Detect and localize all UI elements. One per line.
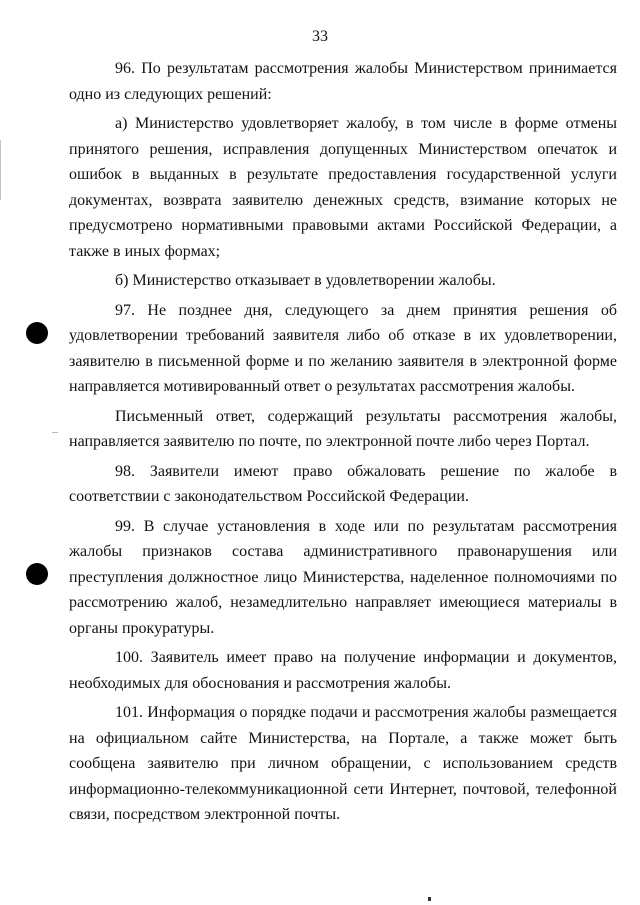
paragraph-98: 98. Заявители имеют право обжаловать решение по жалобе в соответствии с законодательством Российской Федерации.: [69, 462, 617, 505]
paragraph-96-b: б) Министерство отказывает в удовлетворении жалобы.: [115, 272, 496, 289]
scan-artifact: [0, 140, 1, 200]
paragraph-97: 97. Не позднее дня, следующего за днем принятия решения об удовлетворении требований заявителя либо об отказе в их удовлетворении, заявителю в письменной форме и по желанию заявителя в электронной форме направляется мотивированный ответ о результатах рассмотрения жалобы.: [69, 301, 617, 395]
scan-artifact: [52, 432, 58, 433]
paragraph-97-written-answer: Письменный ответ, содержащий результаты рассмотрения жалобы, направляется заявителю по почте, по электронной почте либо через Портал.: [69, 407, 617, 450]
paragraph-99: 99. В случае установления в ходе или по результатам рассмотрения жалобы признаков состава административного правонарушения или преступления должностное лицо Министерства, наделенное полномочиями по рассмотрению жалоб, незамедлительно направляет имеющиеся материалы в органы прокуратуры.: [69, 517, 617, 637]
paragraph-96: 96. По результатам рассмотрения жалобы Министерством принимается одно из следующих решений:: [69, 60, 617, 103]
page-number: 33: [312, 28, 328, 45]
paragraph-96-a: а) Министерство удовлетворяет жалобу, в том числе в форме отмены принятого решения, исправления допущенных Министерством опечаток и ошибок в выданных в результате предоставления государственной услуги документах, возврата заявителю денежных средств, взимание которых не предусмотрено нормативными правовыми актами Российской Федерации, а также в иных формах;: [69, 115, 617, 260]
hole-punch-mark: [26, 322, 48, 344]
paragraph-101: 101. Информация о порядке подачи и рассмотрения жалобы размещается на официальном сайте Министерства, на Портале, а также может быть сообщена заявителю при личном обращении, с использованием средств информационно-телекоммуникационной сети Интернет, почтовой, телефонной связи, посредством электронной почты.: [69, 704, 617, 823]
scan-artifact: [428, 897, 431, 901]
document-body: [69, 56, 617, 832]
paragraph-100: 100. Заявитель имеет право на получение информации и документов, необходимых для обоснования и рассмотрения жалобы.: [69, 649, 617, 692]
hole-punch-mark: [26, 563, 48, 585]
